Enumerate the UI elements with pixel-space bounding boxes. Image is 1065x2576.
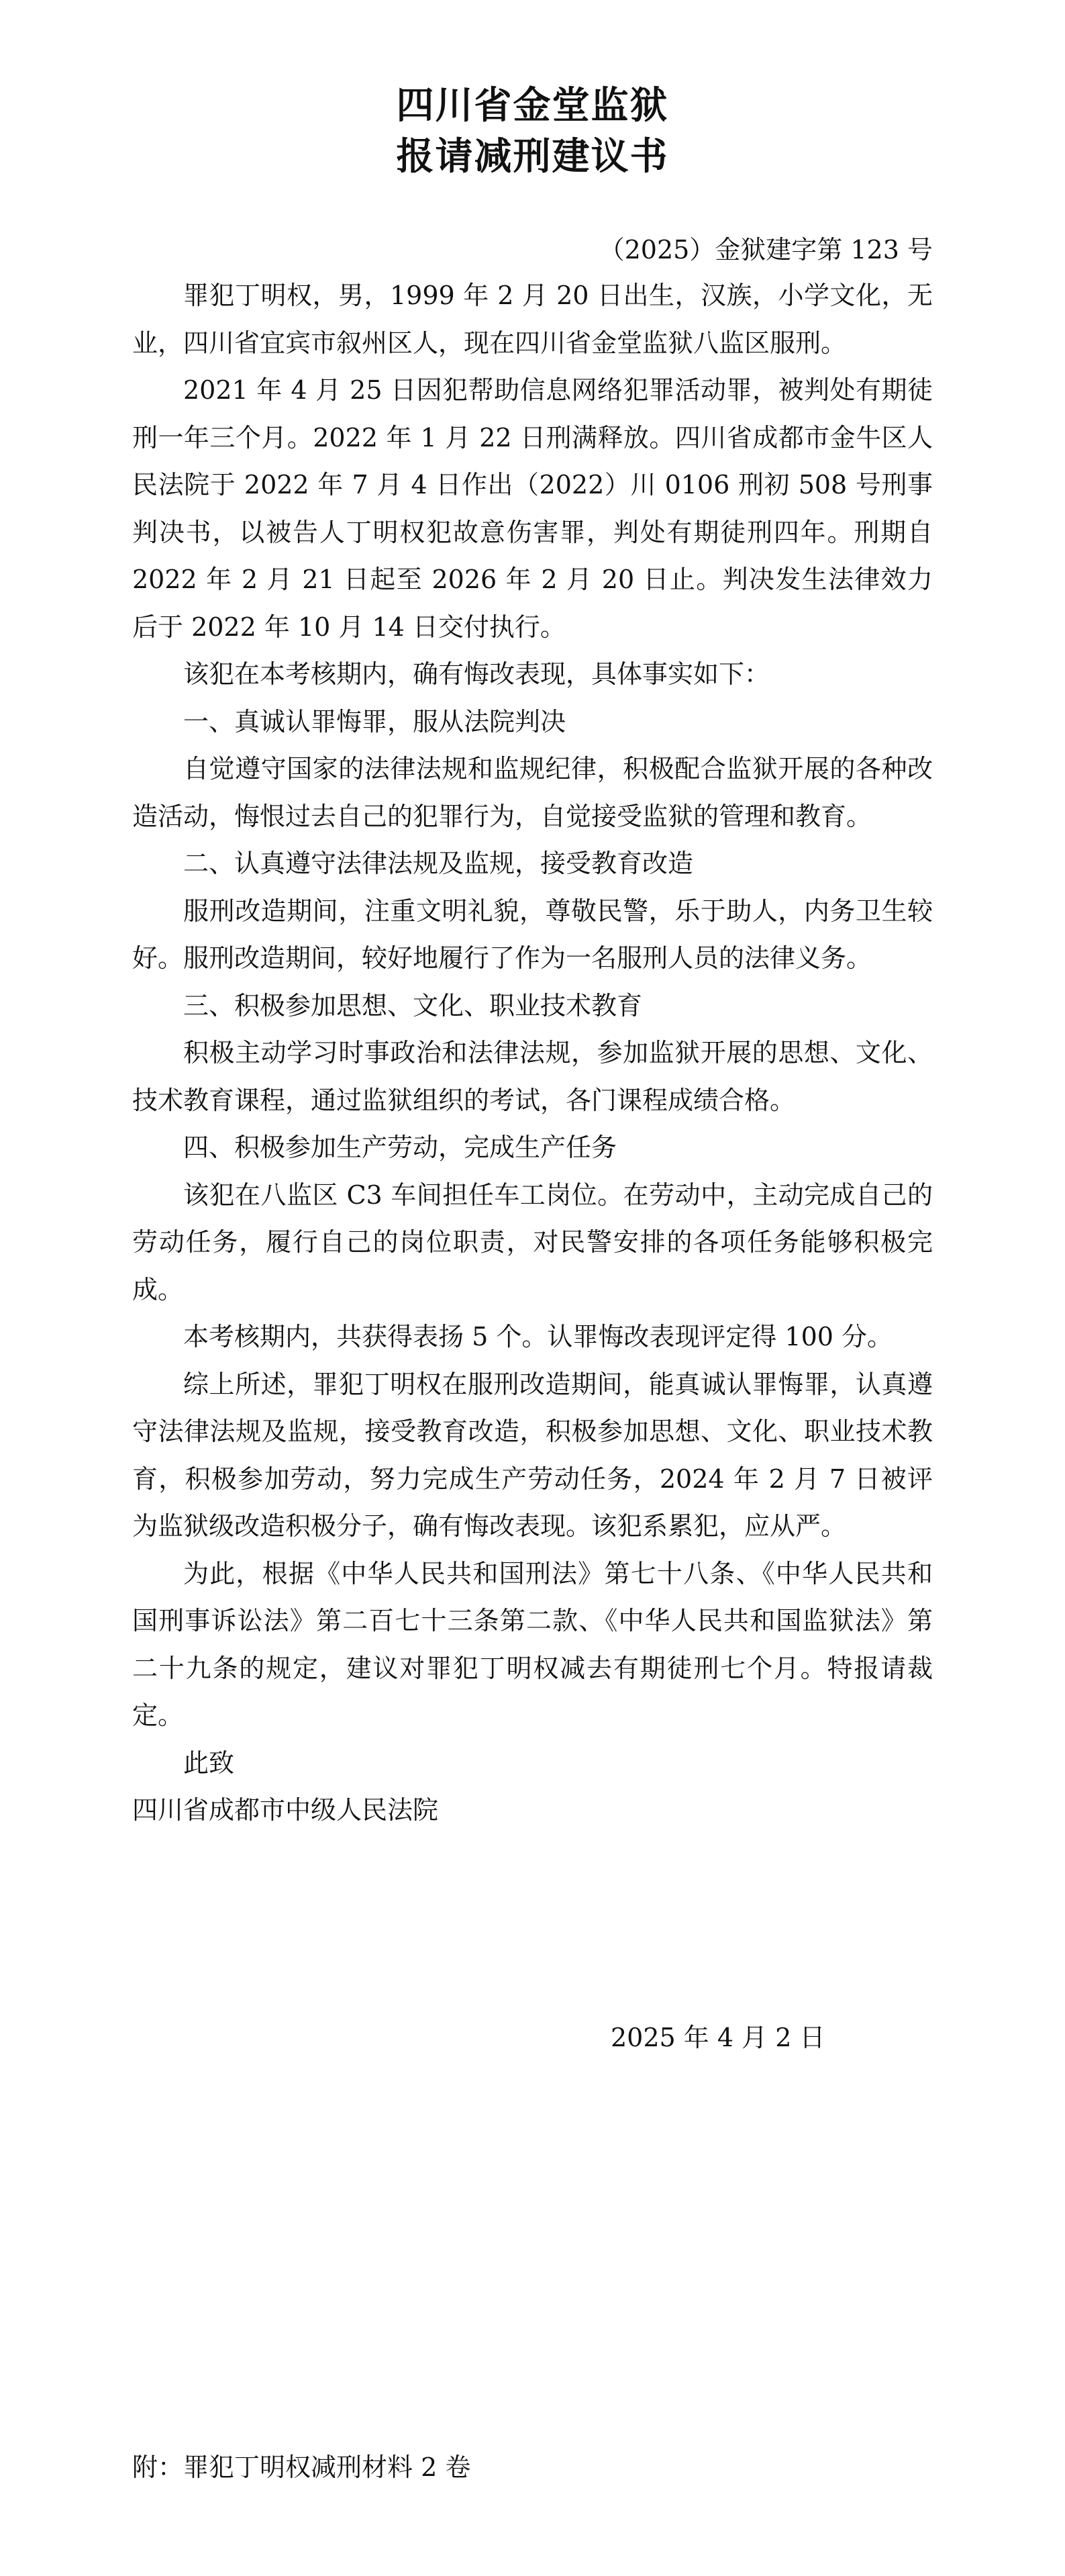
paragraph-personal-info: 罪犯丁明权，男，1999 年 2 月 20 日出生，汉族，小学文化，无业，四川省宜宾市叙州区人，现在四川省金堂监狱八监区服刑。 — [132, 281, 933, 358]
paragraph-assessment: 本考核期内，共获得表扬 5 个。认罪悔改表现评定得 100 分。 — [183, 1322, 893, 1351]
paragraph-intro-facts: 该犯在本考核期内，确有悔改表现，具体事实如下： — [183, 659, 770, 689]
paragraph-criminal-record: 2021 年 4 月 25 日因犯帮助信息网络犯罪活动罪，被判处有期徒刑一年三个月。2022 年 1 月 22 日刑满释放。四川省成都市金牛区人民法院于 2022 年 7 月 4 日作出（2022）川 0106 刑初 508 号刑事判决书，以被告人丁明权犯故意伤害罪，判处有期徒刑四年。刑期自 2022 年 2 月 21 日起至 2026 年 2 月 20 日止。判决发生法律效力后于 2022 年 10 月 14 日交付执行。 — [132, 375, 933, 642]
paragraph-section-3: 积极主动学习时事政治和法律法规，参加监狱开展的思想、文化、技术教育课程，通过监狱组织的考试，各门课程成绩合格。 — [132, 1038, 933, 1115]
section-heading-2: 二、认真遵守法律法规及监规，接受教育改造 — [183, 849, 694, 878]
paragraph-salutation: 此致 — [183, 1748, 235, 1778]
paragraph-section-4: 该犯在八监区 C3 车间担任车工岗位。在劳动中，主动完成自己的劳动任务，履行自己的岗位职责，对民警安排的各项任务能够积极完成。 — [132, 1180, 933, 1304]
paragraph-section-2: 服刑改造期间，注重文明礼貌，尊敬民警，乐于助人，内务卫生较好。服刑改造期间，较好地履行了作为一名服刑人员的法律义务。 — [132, 896, 933, 973]
document-number: （2025）金狱建字第 123 号 — [599, 235, 933, 265]
section-heading-3: 三、积极参加思想、文化、职业技术教育 — [183, 990, 643, 1020]
section-heading-1: 一、真诚认罪悔罪，服从法院判决 — [183, 706, 566, 736]
section-heading-4: 四、积极参加生产劳动，完成生产任务 — [183, 1133, 617, 1162]
document-body — [132, 272, 933, 1834]
document-date: 2025 年 4 月 2 日 — [611, 2023, 825, 2052]
paragraph-section-1: 自觉遵守国家的法律法规和监规纪律，积极配合监狱开展的各种改造活动，悔恨过去自己的犯罪行为，自觉接受监狱的管理和教育。 — [132, 754, 933, 831]
document-title: 报请减刑建议书 — [396, 135, 669, 179]
paragraph-recommendation: 为此，根据《中华人民共和国刑法》第七十八条、《中华人民共和国刑事诉讼法》第二百七十三条第二款、《中华人民共和国监狱法》第二十九条的规定，建议对罪犯丁明权减去有期徒刑七个月。特报请裁定。 — [132, 1558, 933, 1730]
attachment-note: 附：罪犯丁明权减刑材料 2 卷 — [132, 2452, 471, 2482]
recipient-court: 四川省成都市中级人民法院 — [132, 1795, 439, 1825]
paragraph-summary: 综上所述，罪犯丁明权在服刑改造期间，能真诚认罪悔罪，认真遵守法律法规及监规，接受教育改造，积极参加思想、文化、职业技术教育，积极参加劳动，努力完成生产劳动任务，2024 年 2 月 7 日被评为监狱级改造积极分子，确有悔改表现。该犯系累犯，应从严。 — [132, 1369, 933, 1541]
issuing-organization: 四川省金堂监狱 — [396, 84, 669, 128]
